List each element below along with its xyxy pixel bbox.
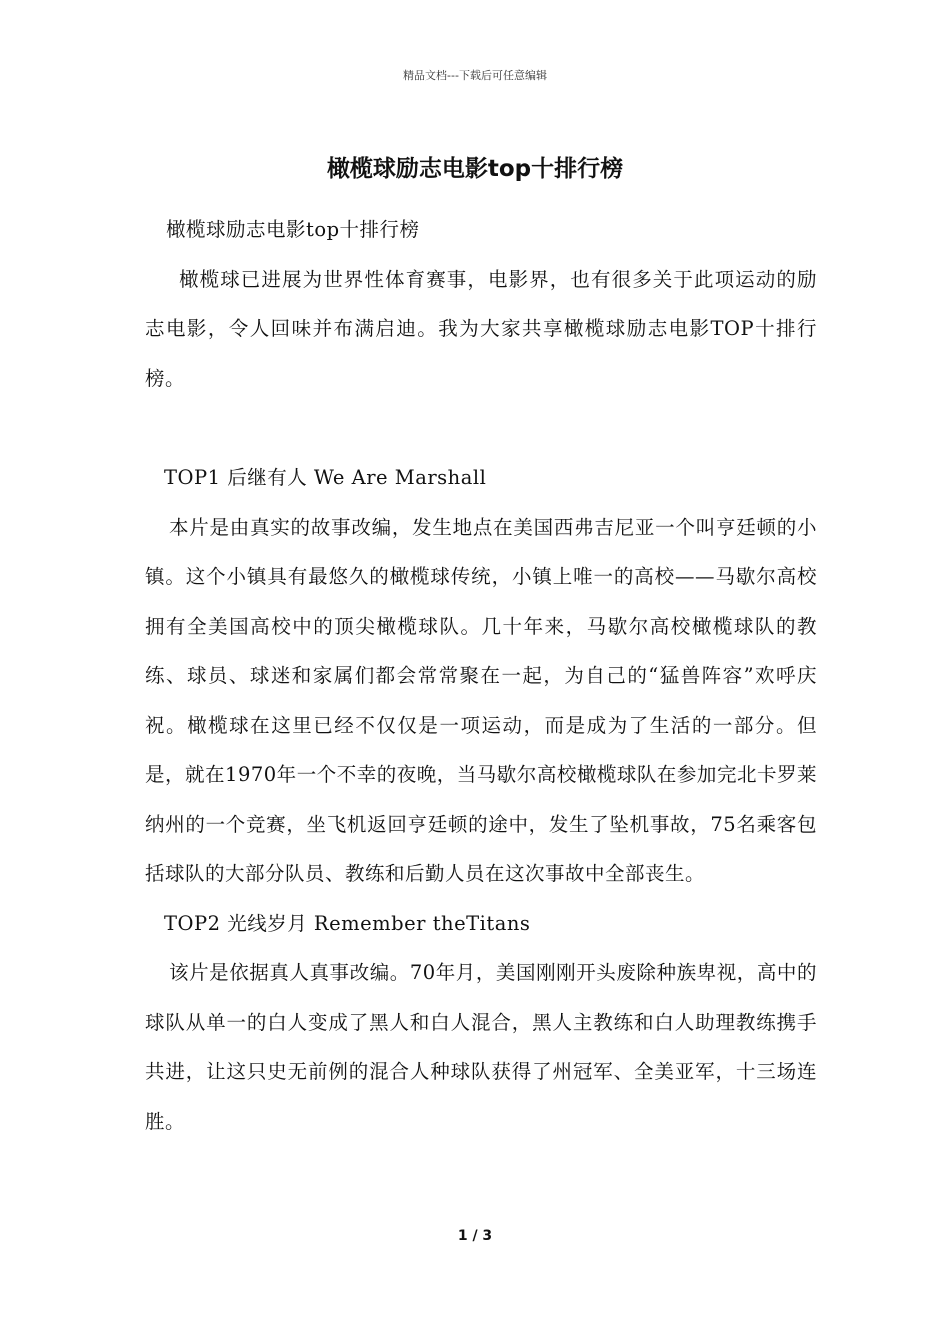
paragraph-spacer <box>145 403 817 453</box>
document-title: 橄榄球励志电影top十排行榜 <box>326 156 624 182</box>
page-number: 1 / 3 <box>457 1228 493 1244</box>
intro-paragraph: 橄榄球已进展为世界性体育赛事，电影界，也有很多关于此项运动的励志电影，令人回味并布满启迪。我为大家共享橄榄球励志电影TOP十排行榜。 <box>145 267 817 390</box>
header-note: 精品文档---下载后可任意编辑 <box>403 69 547 82</box>
document-body <box>145 205 817 1146</box>
section-heading: TOP1 后继有人 We Are Marshall <box>164 466 487 489</box>
section-heading: TOP2 光线岁月 Remember theTitans <box>164 911 531 935</box>
document-subtitle: 橄榄球励志电影top十排行榜 <box>166 218 420 241</box>
section-paragraph: 该片是依据真人真事改编。70年月，美国刚刚开头废除种族卑视，高中的球队从单一的白人变成了黑人和白人混合，黑人主教练和白人助理教练携手共进，让这只史无前例的混合人种球队获得了州冠军、全美亚军，十三场连胜。 <box>145 961 817 1133</box>
section-paragraph: 本片是由真实的故事改编，发生地点在美国西弗吉尼亚一个叫亨廷顿的小镇。这个小镇具有最悠久的橄榄球传统，小镇上唯一的高校——马歇尔高校拥有全美国高校中的顶尖橄榄球队。几十年来，马歇尔高校橄榄球队的教练、球员、球迷和家属们都会常常聚在一起，为自己的“猛兽阵容”欢呼庆祝。橄榄球在这里已经不仅仅是一项运动，而是成为了生活的一部分。但是，就在1970年一个不幸的夜晚，当马歇尔高校橄榄球队在参加完北卡罗莱纳州的一个竞赛，坐飞机返回亨廷顿的途中，发生了坠机事故，75名乘客包括球队的大部分队员、教练和后勤人员在这次事故中全部丧生。 <box>145 515 817 885</box>
